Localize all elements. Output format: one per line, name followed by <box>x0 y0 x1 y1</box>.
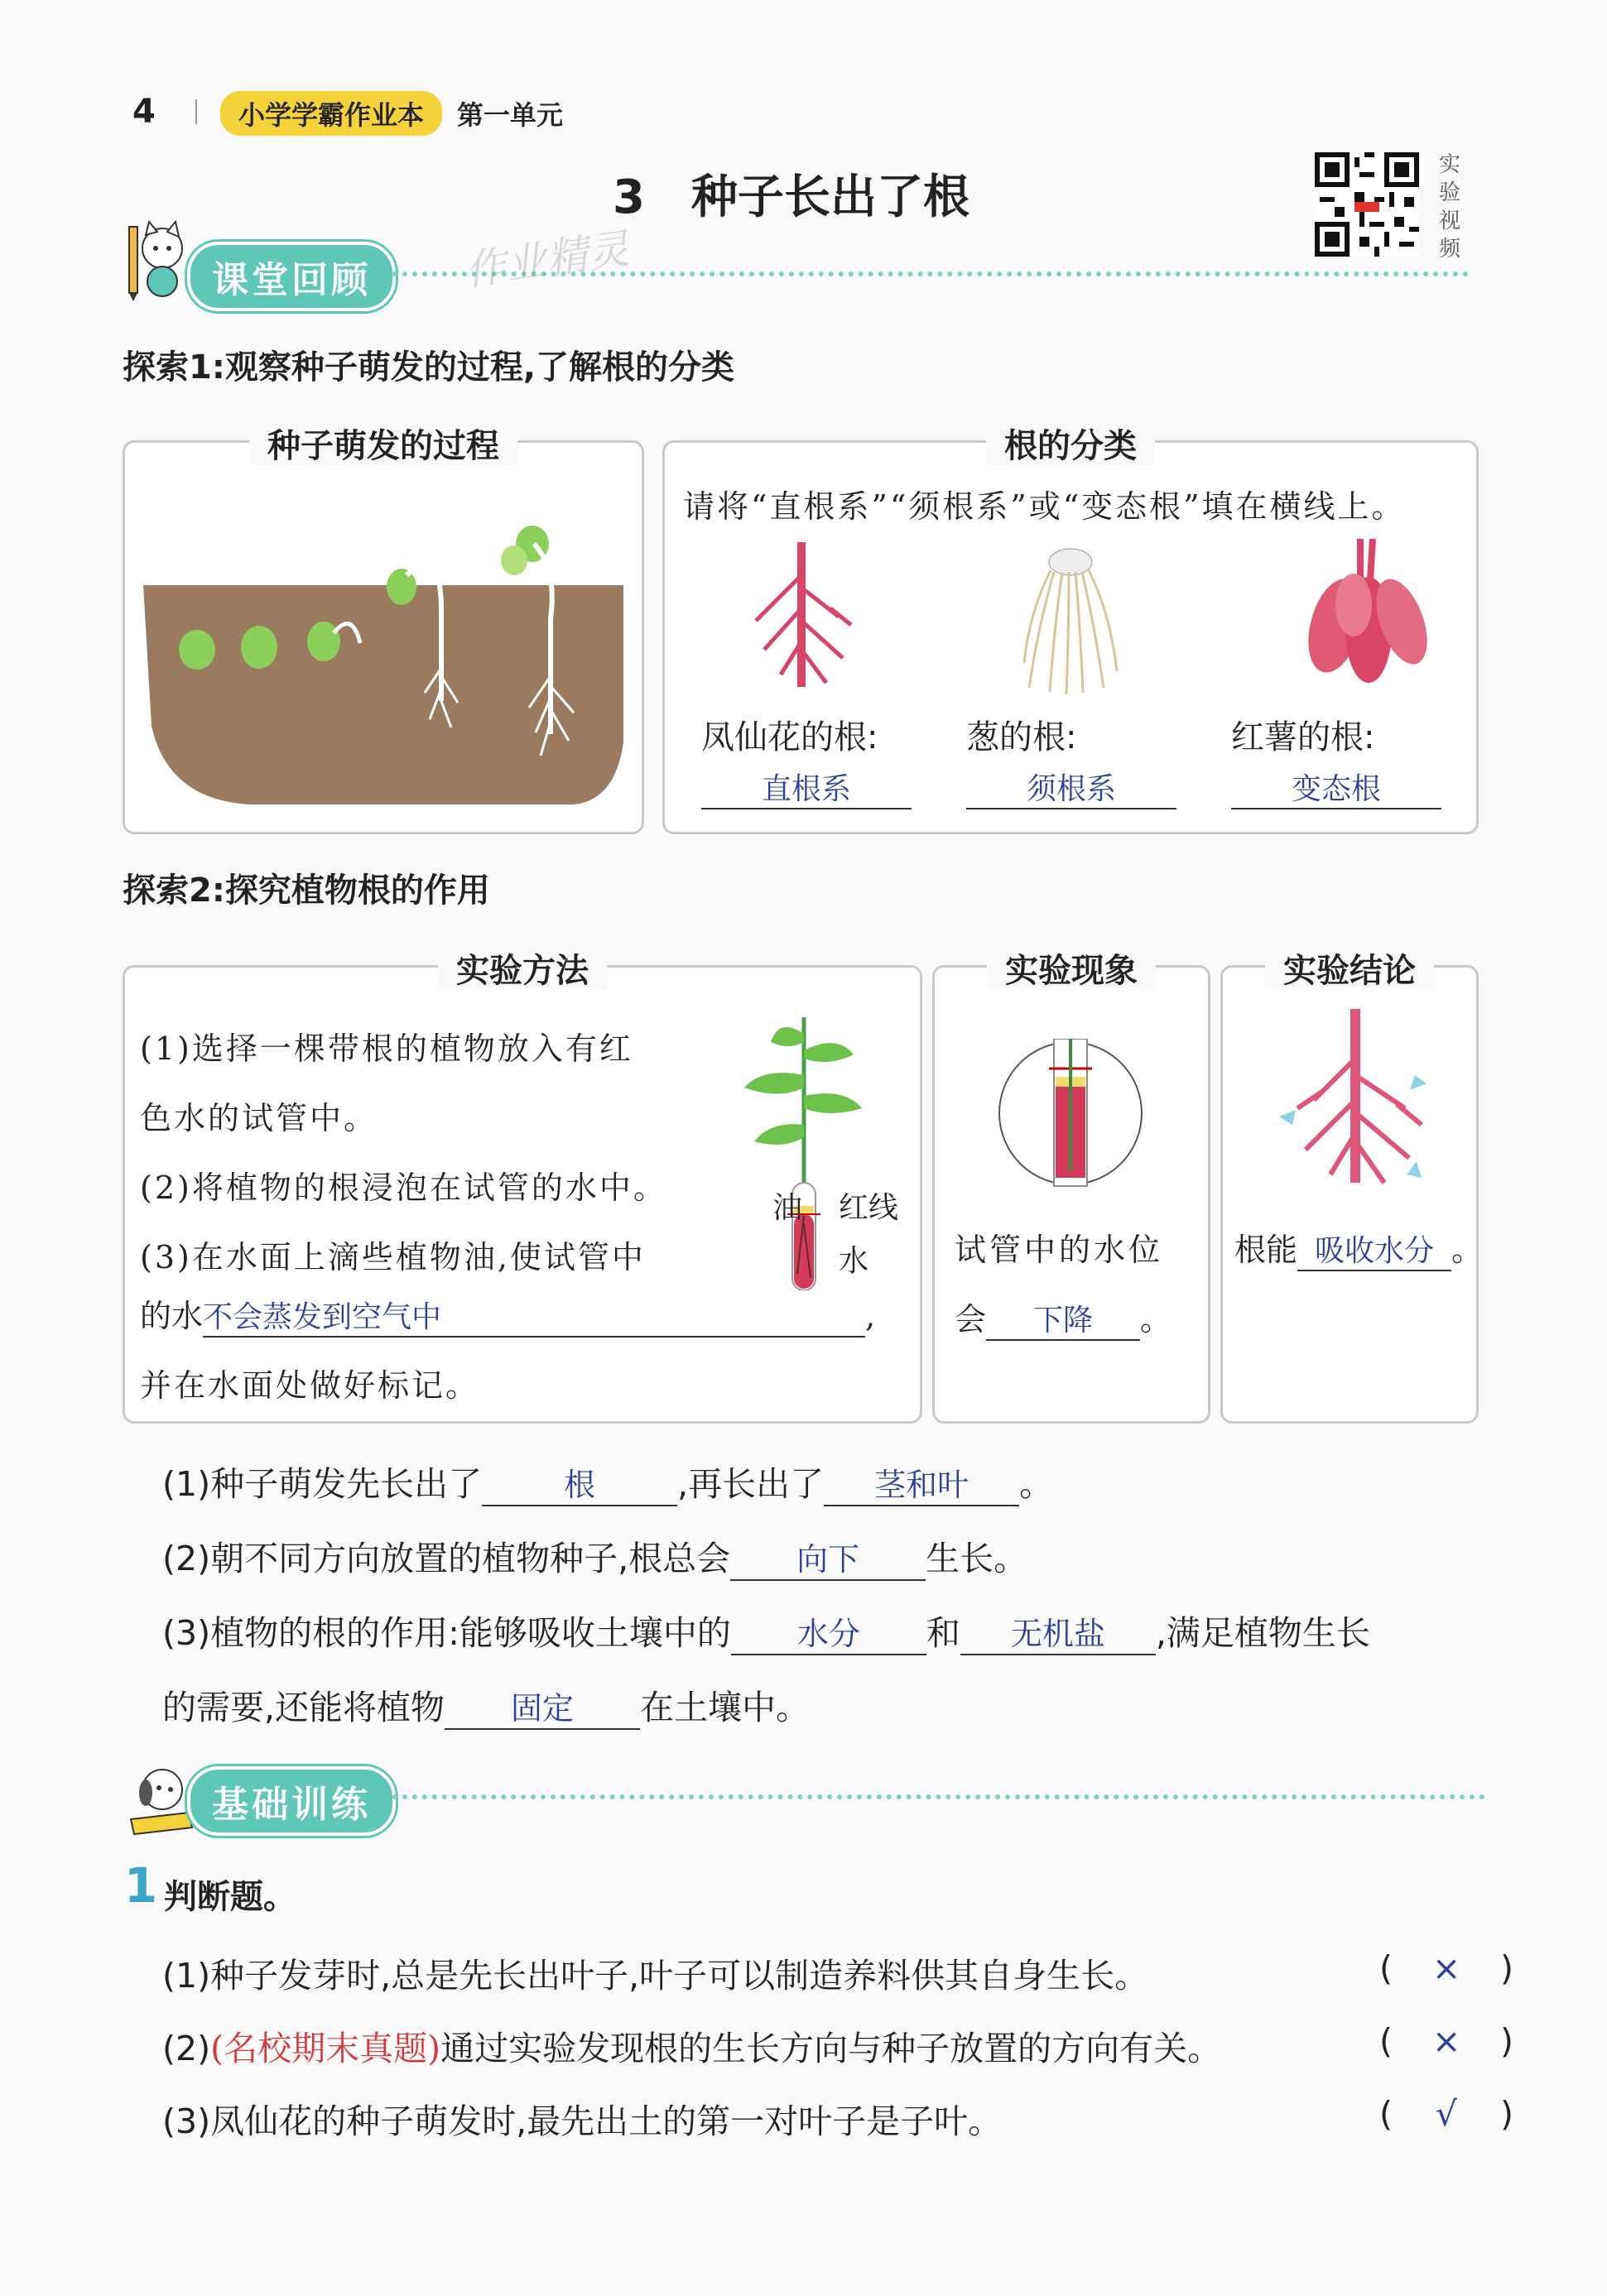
sweet-potato-root-image <box>1294 539 1435 696</box>
explore1-heading: 探索1:观察种子萌发的过程,了解根的分类 <box>123 348 735 387</box>
root-absorption-image <box>1264 1009 1438 1191</box>
phenomenon-suffix: 。 <box>1140 1301 1172 1338</box>
book-title-badge <box>220 91 442 136</box>
fill-q3-answer2[interactable]: 无机盐 <box>960 1608 1156 1655</box>
phenomenon-line2 <box>955 1294 1172 1341</box>
dog-reading-mascot <box>123 1761 197 1836</box>
fill-q1 <box>162 1457 1053 1506</box>
fill-q3-text: 和 <box>926 1613 960 1653</box>
fill-q3-answer1[interactable]: 水分 <box>731 1608 926 1655</box>
scallion-root-answer[interactable]: 须根系 <box>966 766 1176 809</box>
scallion-root-image <box>1021 547 1120 696</box>
sweet-potato-root-label: 红薯的根: <box>1231 718 1375 757</box>
judge-item-2 <box>162 2021 1221 2070</box>
method-box <box>123 952 922 1424</box>
judge-item-2-prefix: (2) <box>162 2029 211 2068</box>
section-badge-basic: 基础训练 <box>187 1766 396 1836</box>
red-line-label: 红线 <box>839 1191 899 1225</box>
method-line5-prefix: 的水 <box>140 1298 204 1334</box>
judge-answer-2-mark: × <box>1431 2021 1461 2061</box>
pencil-cat-mascot <box>124 219 190 301</box>
method-line6: 并在水面处做好标记。 <box>140 1367 480 1404</box>
fill-q2-text: 生长。 <box>926 1539 1028 1578</box>
method-line: (1)选择一棵带根的植物放入有红 <box>140 1030 633 1067</box>
phenomenon-answer[interactable]: 下降 <box>986 1297 1140 1341</box>
fill-q3 <box>162 1606 1370 1655</box>
impatiens-root-answer[interactable]: 直根系 <box>701 766 912 809</box>
sweet-potato-root-answer[interactable]: 变态根 <box>1231 766 1441 809</box>
header-divider <box>195 99 197 124</box>
method-line5-suffix: , <box>865 1298 876 1334</box>
germination-box <box>123 427 644 834</box>
qr-code-icon <box>1315 152 1419 257</box>
fill-q1-answer2[interactable]: 茎和叶 <box>824 1459 1019 1506</box>
method-box-title: 实验方法 <box>438 952 607 990</box>
fill-q1-text: ,再长出了 <box>677 1464 825 1504</box>
fill-q1-text: 。 <box>1019 1464 1054 1504</box>
fill-q3-text: ,满足植物生长 <box>1155 1613 1370 1653</box>
conclusion-suffix: 。 <box>1451 1232 1484 1268</box>
section-badge-review: 课堂回顾 <box>187 242 396 311</box>
fill-q3-text: (3)植物的根的作用:能够吸收土壤中的 <box>162 1613 731 1653</box>
oil-label: 油 <box>772 1191 803 1225</box>
fill-q3-answer3[interactable]: 固定 <box>445 1683 640 1730</box>
fill-q2-answer[interactable]: 向下 <box>730 1534 926 1581</box>
scallion-root-label: 葱的根: <box>966 718 1077 757</box>
fill-q3-text: 的需要,还能将植物 <box>162 1688 445 1727</box>
fill-q2 <box>162 1531 1027 1581</box>
conclusion-answer[interactable]: 吸收水分 <box>1297 1227 1451 1271</box>
water-label: 水 <box>839 1244 869 1278</box>
judge-answer-1[interactable]: ( × ) <box>1379 1948 1513 1988</box>
germination-box-title: 种子萌发的过程 <box>249 427 517 465</box>
fill-q3-cont <box>162 1680 810 1730</box>
impatiens-root-image <box>748 542 855 691</box>
root-classification-box <box>662 427 1479 834</box>
fill-q1-answer1[interactable]: 根 <box>482 1459 677 1506</box>
judge-item-1: (1)种子发芽时,总是先长出叶子,叶子可以制造养料供其自身生长。 <box>162 1956 1149 1996</box>
germination-illustration <box>143 511 623 809</box>
unit-label: 第一单元 <box>457 99 564 131</box>
watermark: 作业精灵 <box>461 224 633 295</box>
phenomenon-text: 试管中的水位 <box>955 1232 1164 1268</box>
method-line: (2)将植物的根浸泡在试管的水中。 <box>140 1170 667 1206</box>
method-line5 <box>140 1290 875 1338</box>
method-line: (3)在水面上滴些植物油,使试管中 <box>140 1239 646 1275</box>
judge-item-2-text: 通过实验发现根的生长方向与种子放置的方向有关。 <box>440 2029 1222 2068</box>
water-level-image <box>996 1039 1145 1188</box>
conclusion-line <box>1234 1224 1483 1271</box>
impatiens-root-label: 凤仙花的根: <box>701 718 878 757</box>
qr-label-char: 验 <box>1439 180 1461 205</box>
classification-instruction: 请将“直根系”“须根系”或“变态根”填在横线上。 <box>683 488 1406 525</box>
phenomenon-box-title: 实验现象 <box>987 952 1156 990</box>
exam-source-tag: (名校期末真题) <box>210 2029 441 2068</box>
conclusion-box-title: 实验结论 <box>1265 952 1434 990</box>
fill-q3-text: 在土壤中。 <box>640 1688 811 1727</box>
conclusion-prefix: 根能 <box>1234 1232 1298 1268</box>
question-title: 判断题。 <box>164 1878 296 1916</box>
qr-label-char: 实 <box>1439 152 1461 177</box>
judge-item-3: (3)凤仙花的种子萌发时,最先出土的第一对叶子是子叶。 <box>162 2101 1003 2141</box>
qr-label-char: 视 <box>1439 209 1461 233</box>
question-number: 1 <box>124 1857 158 1914</box>
root-classification-title: 根的分类 <box>986 427 1155 465</box>
page-number: 4 <box>132 93 156 131</box>
qr-label-char: 频 <box>1439 237 1461 262</box>
book-title: 小学学霸作业本 <box>238 99 425 131</box>
qr-code[interactable] <box>1315 152 1419 257</box>
fill-q1-text: (1)种子萌发先长出了 <box>162 1464 483 1504</box>
method-line: 色水的试管中。 <box>140 1100 378 1136</box>
judge-answer-1-mark: × <box>1431 1948 1461 1988</box>
judge-answer-2[interactable]: ( × ) <box>1379 2021 1513 2061</box>
conclusion-box <box>1220 952 1484 1424</box>
fill-q2-text: (2)朝不同方向放置的植物种子,根总会 <box>162 1539 731 1578</box>
lesson-title: 3 种子长出了根 <box>613 171 969 224</box>
section-divider-dots <box>392 1794 1485 1799</box>
phenomenon-box <box>932 952 1210 1424</box>
judge-answer-3[interactable]: ( √ ) <box>1379 2094 1513 2134</box>
explore2-heading: 探索2:探究植物根的作用 <box>123 872 490 910</box>
qr-label <box>1439 151 1464 263</box>
judge-answer-3-mark: √ <box>1435 2094 1458 2134</box>
method-evaporation-answer[interactable]: 不会蒸发到空气中 <box>203 1294 865 1338</box>
phenomenon-prefix: 会 <box>955 1301 987 1338</box>
